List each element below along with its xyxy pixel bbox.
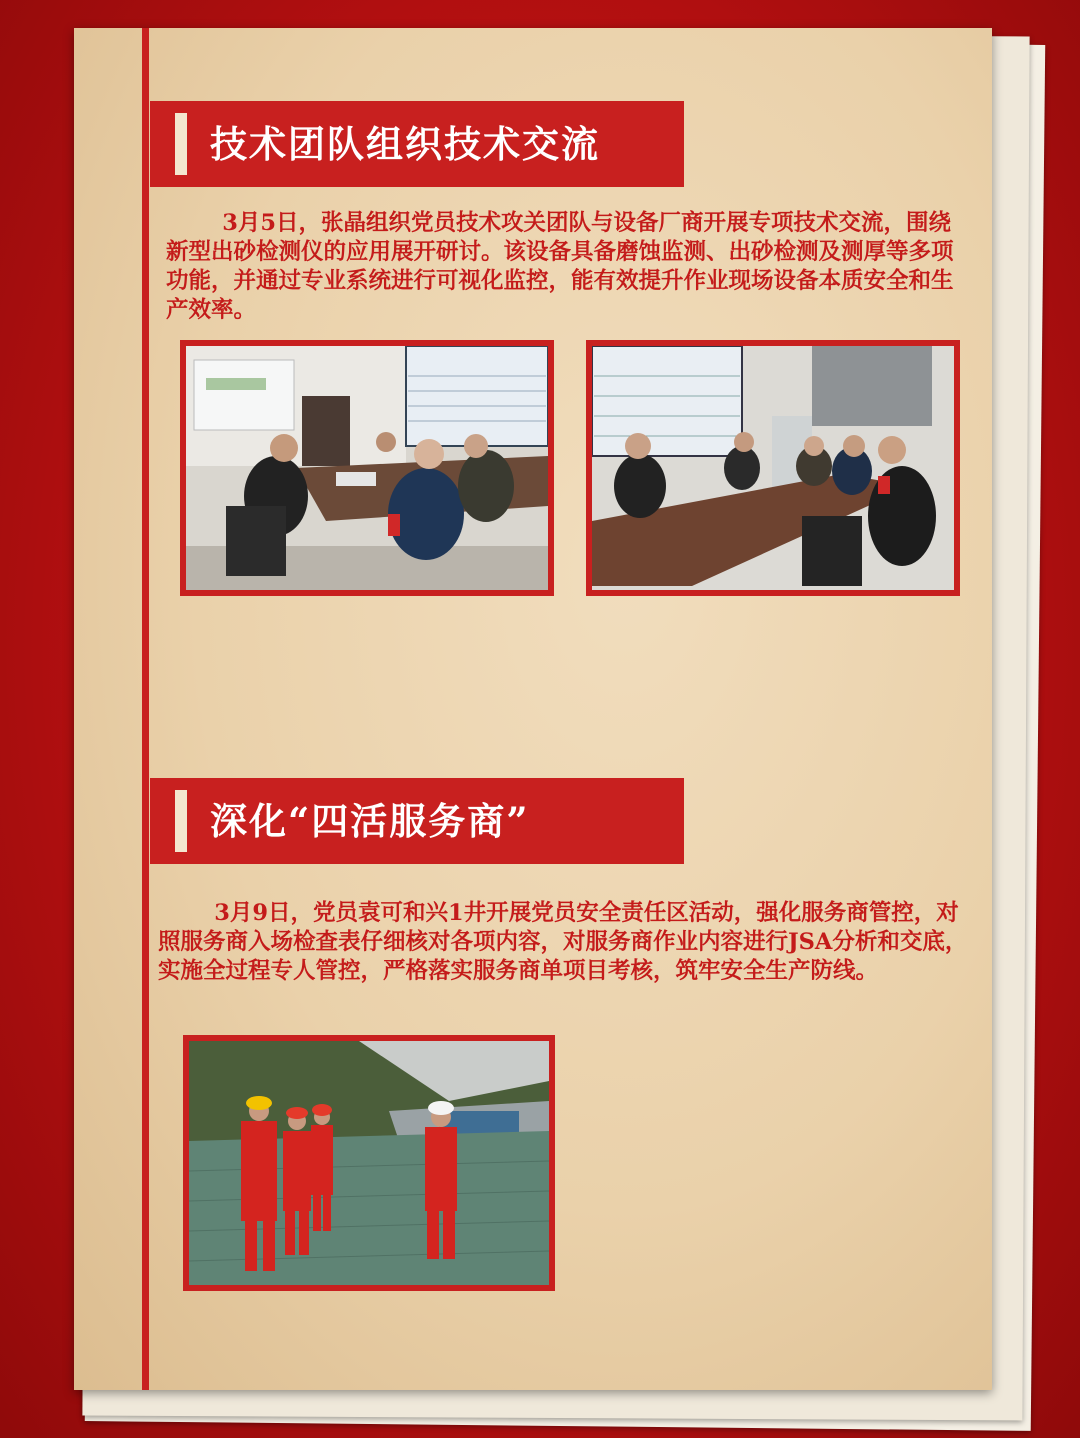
header-accent-tick <box>175 790 187 852</box>
section2-header <box>150 778 684 864</box>
field-workers-photo <box>183 1035 555 1291</box>
section2-title: 深化“四活服务商” <box>210 799 530 843</box>
conference-table-photo <box>586 340 960 596</box>
meeting-room-photo <box>180 340 554 596</box>
section1-title: 技术团队组织技术交流 <box>210 122 600 166</box>
section1-paragraph: 3月5日，张晶组织党员技术攻关团队与设备厂商开展专项技术交流，围绕新型出砂检测仪的应用展开研讨。该设备具备磨蚀监测、出砂检测及测厚等多项功能，并通过专业系统进行可视化监控，能有效提升作业现场设备本质安全和生产效率。 <box>166 210 954 323</box>
header-accent-tick <box>175 113 187 175</box>
section2-paragraph: 3月9日，党员袁可和兴1井开展党员安全责任区活动，强化服务商管控，对照服务商入场检查表仔细核对各项内容，对服务商作业内容进行JSA分析和交底，实施全过程专人管控，严格落实服务商单项目考核，筑牢安全生产防线。 <box>158 900 968 984</box>
red-margin-line <box>142 28 149 1390</box>
section1-header <box>150 101 684 187</box>
